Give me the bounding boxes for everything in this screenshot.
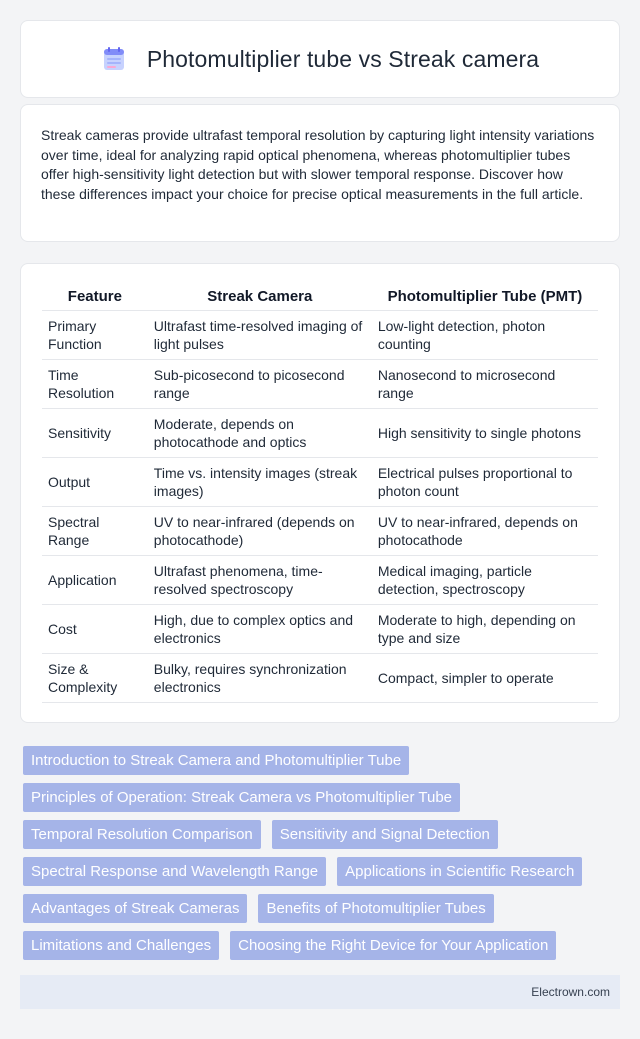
cell-feature: Cost bbox=[42, 604, 148, 653]
cell-feature: Application bbox=[42, 555, 148, 604]
tag-principles[interactable]: Principles of Operation: Streak Camera vs Photomultiplier Tube bbox=[23, 783, 460, 812]
header-pmt: Photomultiplier Tube (PMT) bbox=[372, 284, 598, 310]
title-card bbox=[20, 20, 620, 98]
cell-feature: Time Resolution bbox=[42, 359, 148, 408]
cell-pmt: Compact, simpler to operate bbox=[372, 653, 598, 702]
tag-temporal-resolution[interactable]: Temporal Resolution Comparison bbox=[23, 820, 261, 849]
footer bbox=[20, 975, 620, 1009]
page-title: Photomultiplier tube vs Streak camera bbox=[146, 45, 540, 72]
comparison-table-card bbox=[20, 263, 620, 723]
table-row bbox=[42, 653, 598, 702]
cell-pmt: Electrical pulses proportional to photon count bbox=[372, 457, 598, 506]
cell-feature: Size & Complexity bbox=[42, 653, 148, 702]
cell-feature: Sensitivity bbox=[42, 408, 148, 457]
intro-text: Streak cameras provide ultrafast temporal resolution by capturing light intensity variations over time, ideal for analyzing rapid optical phenomena, whereas photomultiplier tubes offer high-sensitivity light detection but with slower temporal response. Discover how these differences impact your choice for precise optical measurements in the full article. bbox=[41, 127, 595, 202]
cell-streak: Bulky, requires synchronization electronics bbox=[148, 653, 372, 702]
intro-card bbox=[20, 104, 620, 242]
cell-pmt: Medical imaging, particle detection, spectroscopy bbox=[372, 555, 598, 604]
table-row bbox=[42, 604, 598, 653]
document-icon bbox=[101, 46, 127, 72]
cell-streak: Ultrafast time-resolved imaging of light pulses bbox=[148, 310, 372, 359]
cell-pmt: Moderate to high, depending on type and size bbox=[372, 604, 598, 653]
tag-applications[interactable]: Applications in Scientific Research bbox=[337, 857, 582, 886]
cell-streak: Moderate, depends on photocathode and optics bbox=[148, 408, 372, 457]
tag-limitations[interactable]: Limitations and Challenges bbox=[23, 931, 219, 960]
comparison-table bbox=[42, 284, 598, 703]
header-feature: Feature bbox=[42, 284, 148, 310]
tag-advantages-streak[interactable]: Advantages of Streak Cameras bbox=[23, 894, 247, 923]
cell-pmt: UV to near-infrared, depends on photocathode bbox=[372, 506, 598, 555]
cell-streak: High, due to complex optics and electronics bbox=[148, 604, 372, 653]
cell-streak: Ultrafast phenomena, time-resolved spectroscopy bbox=[148, 555, 372, 604]
table-row bbox=[42, 408, 598, 457]
cell-streak: UV to near-infrared (depends on photocathode) bbox=[148, 506, 372, 555]
table-row bbox=[42, 555, 598, 604]
topic-tags bbox=[20, 746, 620, 968]
cell-streak: Sub-picosecond to picosecond range bbox=[148, 359, 372, 408]
tag-introduction[interactable]: Introduction to Streak Camera and Photomultiplier Tube bbox=[23, 746, 409, 775]
tag-choosing-device[interactable]: Choosing the Right Device for Your Application bbox=[230, 931, 556, 960]
table-row bbox=[42, 310, 598, 359]
cell-pmt: High sensitivity to single photons bbox=[372, 408, 598, 457]
table-row bbox=[42, 457, 598, 506]
tag-benefits-pmt[interactable]: Benefits of Photomultiplier Tubes bbox=[258, 894, 493, 923]
tag-sensitivity[interactable]: Sensitivity and Signal Detection bbox=[272, 820, 498, 849]
header-streak-camera: Streak Camera bbox=[148, 284, 372, 310]
cell-pmt: Nanosecond to microsecond range bbox=[372, 359, 598, 408]
cell-feature: Spectral Range bbox=[42, 506, 148, 555]
cell-pmt: Low-light detection, photon counting bbox=[372, 310, 598, 359]
table-row bbox=[42, 506, 598, 555]
cell-streak: Time vs. intensity images (streak images) bbox=[148, 457, 372, 506]
cell-feature: Output bbox=[42, 457, 148, 506]
table-row bbox=[42, 359, 598, 408]
footer-site-name[interactable]: Electrown.com bbox=[531, 985, 610, 999]
tag-spectral-response[interactable]: Spectral Response and Wavelength Range bbox=[23, 857, 326, 886]
cell-feature: Primary Function bbox=[42, 310, 148, 359]
table-header-row bbox=[42, 284, 598, 310]
